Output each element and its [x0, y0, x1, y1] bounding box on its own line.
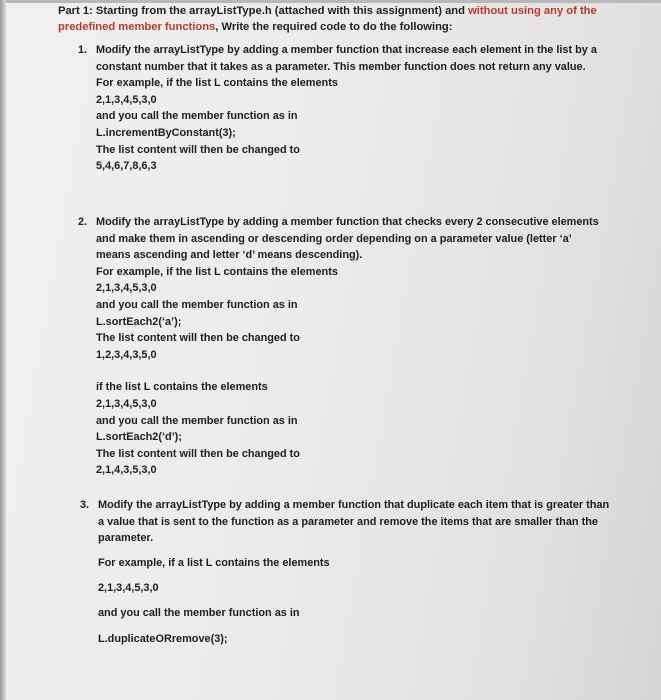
example-input-list: 2,1,3,4,5,3,0	[96, 93, 157, 106]
task-description: Modify the arrayListType by adding a member function that duplicate each item that is greater than a value that is sent to the function as a parameter and remove the items that are smaller than the parameter.	[98, 499, 610, 545]
spacer	[96, 363, 608, 379]
example-intro: For example, if the list L contains the elements	[96, 265, 338, 278]
example-call-intro: and you call the member function as in	[98, 607, 300, 620]
example-output-list: 5,4,6,7,8,6,3	[96, 160, 157, 173]
example-result-intro: The list content will then be changed to	[96, 332, 300, 345]
example-result-intro: The list content will then be changed to	[96, 143, 300, 156]
example-input-list: 2,1,3,4,5,3,0	[98, 582, 159, 595]
example-input-list: 2,1,3,4,5,3,0	[96, 282, 157, 295]
example-intro: For example, if a list L contains the elements	[98, 557, 330, 570]
second-example-input-list: 2,1,3,4,5,3,0	[96, 397, 157, 410]
task-number: 1.	[78, 44, 88, 56]
second-example-result-intro: The list content will then be changed to	[96, 447, 300, 460]
part-instruction-text: , Write the required code to do the following:	[215, 21, 453, 33]
example-intro: For example, if the list L contains the elements	[96, 77, 338, 90]
task-item-3	[80, 497, 610, 656]
task-item-1	[78, 42, 608, 175]
task-number: 2.	[78, 216, 88, 228]
second-example-intro: if the list L contains the elements	[96, 381, 268, 394]
example-call-intro: and you call the member function as in	[96, 298, 298, 311]
example-call-code: L.duplicateORremove(3);	[98, 632, 228, 645]
task-description: Modify the arrayListType by adding a member function that increase each element in the list by a constant number that it takes as a parameter. This member function does not return any value.	[96, 44, 597, 73]
second-example-output-list: 2,1,4,3,5,3,0	[96, 464, 157, 477]
task-number: 3.	[80, 499, 90, 511]
example-call-code: L.incrementByConstant(3);	[96, 126, 236, 139]
part-constraint-text: without using any of the predefined member functions	[58, 5, 597, 33]
example-call-intro: and you call the member function as in	[96, 110, 298, 123]
task-description: Modify the arrayListType by adding a member function that checks every 2 consecutive elements and make them in ascending or descending order depending on a parameter value (letter ‘a’ means ascending and letter ‘d’ means descending).	[96, 216, 599, 262]
part-heading	[58, 3, 618, 35]
second-example-call-code: L.sortEach2(‘d’);	[96, 431, 182, 444]
part-intro-text: Starting from the arrayListType.h (attached with this assignment) and	[92, 5, 469, 17]
example-call-code: L.sortEach2(‘a’);	[96, 315, 182, 328]
second-example-call-intro: and you call the member function as in	[96, 414, 298, 427]
example-output-list: 1,2,3,4,3,5,0	[96, 348, 157, 361]
page-left-shadow	[0, 0, 6, 700]
task-item-2	[78, 214, 608, 479]
part-label: Part 1:	[58, 5, 93, 17]
